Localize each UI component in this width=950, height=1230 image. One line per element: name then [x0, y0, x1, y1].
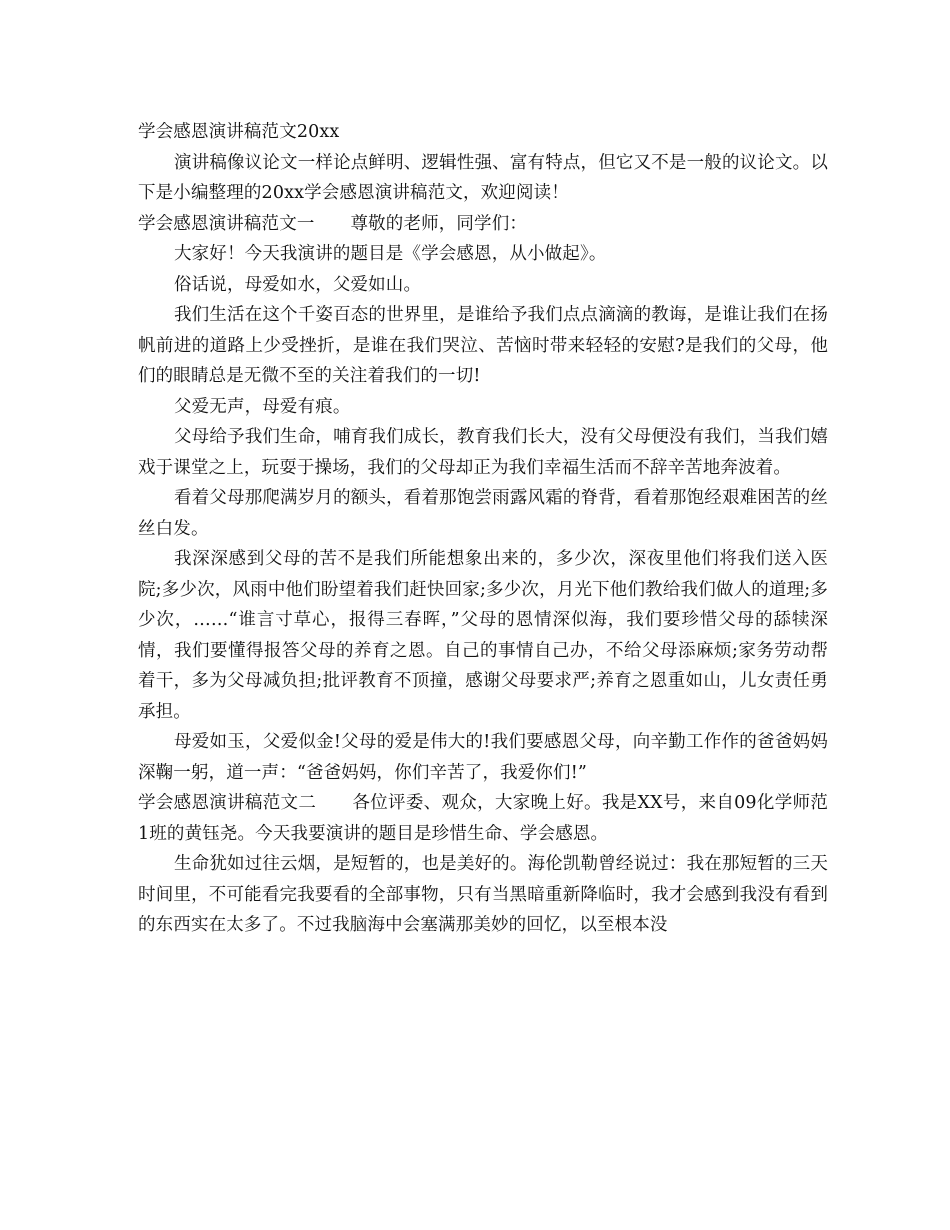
section-lead: 各位评委、观众，大家晚上好。我是XX号，来自09化学师范1班的黄钰尧。今天我要演讲的题目是珍惜生命、学会感恩。 — [138, 793, 828, 844]
section-heading: 学会感恩演讲稿范文二 — [138, 793, 317, 813]
body-paragraph: 俗话说，母爱如水，父爱如山。 — [174, 274, 422, 295]
section-lead: 尊敬的老师，同学们： — [350, 213, 527, 234]
body-paragraph: 生命犹如过往云烟，是短暂的，也是美好的。海伦凯勒曾经说过：我在那短暂的三天时间里，不可能看完我要看的全部事物，只有当黑暗重新降临时，我才会感到我没有看到的东西实在太多了。不过我脑海中会塞满那美妙的回忆，以至根本没 — [138, 854, 828, 935]
section-two-line — [138, 788, 828, 849]
body-paragraph: 大家好！今天我演讲的题目是《学会感恩，从小做起》。 — [174, 244, 607, 264]
body-paragraph: 看着父母那爬满岁月的额头，看着那饱尝雨露风霜的脊背，看着那饱经艰难困苦的丝丝白发。 — [138, 488, 828, 539]
body-paragraph: 父母给予我们生命，哺育我们成长，教育我们长大，没有父母便没有我们，当我们嬉戏于课堂之上，玩耍于操场，我们的父母却正为我们幸福生活而不辞辛苦地奔波着。 — [138, 427, 828, 478]
intro-paragraph: 演讲稿像议论文一样论点鲜明、逻辑性强、富有特点，但它又不是一般的议论文。以下是小编整理的20xx学会感恩演讲稿范文，欢迎阅读！ — [138, 152, 828, 203]
section-one-line — [138, 209, 828, 240]
body-paragraph: 我深深感到父母的苦不是我们所能想象出来的，多少次，深夜里他们将我们送入医院;多少次，风雨中他们盼望着我们赶快回家;多少次，月光下他们教给我们做人的道理;多少次，……“谁言寸草心，报得三春晖，”父母的恩情深似海，我们要珍惜父母的舔犊深情，我们要懂得报答父母的养育之恩。自己的事情自己办，不给父母添麻烦;家务劳动帮着干，多为父母减负担;批评教育不顶撞，感谢父母要求严;养育之恩重如山，儿女责任勇承担。 — [138, 549, 828, 722]
body-paragraph: 我们生活在这个千姿百态的世界里，是谁给予我们点点滴滴的教诲，是谁让我们在扬帆前进的道路上少受挫折，是谁在我们哭泣、苦恼时带来轻轻的安慰?是我们的父母，他们的眼睛总是无微不至的关注着我们的一切! — [138, 305, 828, 386]
body-paragraph: 父爱无声，母爱有痕。 — [174, 396, 351, 417]
document-title: 学会感恩演讲稿范文20xx — [138, 122, 340, 142]
body-paragraph: 母爱如玉，父爱似金!父母的爱是伟大的!我们要感恩父母，向辛勤工作作的爸爸妈妈深鞠一躬，道一声：“爸爸妈妈，你们辛苦了，我爱你们!” — [138, 732, 828, 783]
document-body — [138, 117, 828, 941]
section-heading: 学会感恩演讲稿范文一 — [138, 213, 315, 234]
